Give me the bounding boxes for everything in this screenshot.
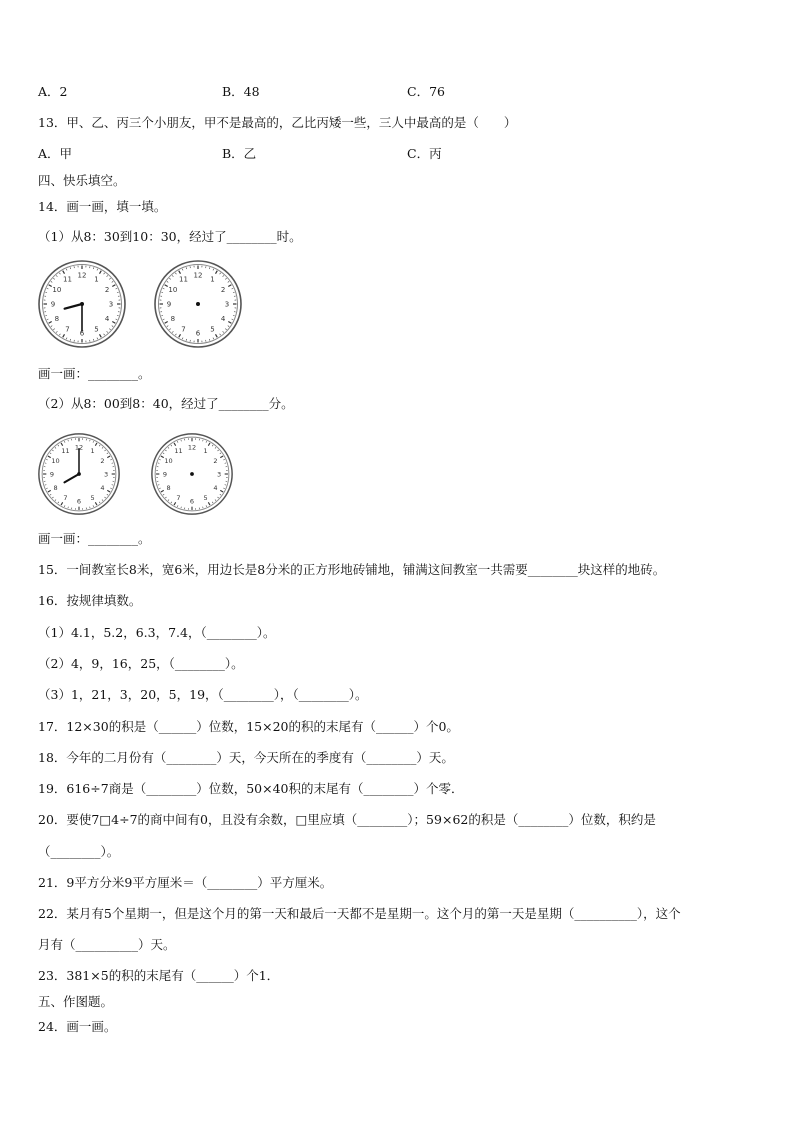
q14-stem: 14．画一画，填一填。 <box>38 199 167 214</box>
clock-number: 4 <box>220 315 226 323</box>
q22-line-2: 月有（__________）天。 <box>38 937 176 952</box>
clock-face-2 <box>153 259 243 349</box>
clock-center-dot <box>196 302 200 306</box>
clock-number: 12 <box>74 443 84 452</box>
q22-line-1: 22．某月有5个星期一，但是这个月的第一天和最后一天都不是星期一。这个月的第一天是星期（__________），这个 <box>38 906 681 921</box>
clock-number: 7 <box>181 325 186 334</box>
clock-number: 11 <box>61 446 70 455</box>
clock-number: 12 <box>193 271 203 280</box>
q12-option-b: B．48 <box>222 84 260 99</box>
clock-number: 11 <box>174 446 183 455</box>
clock-center-dot <box>80 302 84 306</box>
clock-number: 1 <box>203 446 208 455</box>
q12-option-a: A．2 <box>38 84 68 99</box>
clock-number: 5 <box>203 493 208 502</box>
clock-number: 3 <box>216 470 222 479</box>
clock-number: 3 <box>103 470 109 479</box>
clock-number: 8 <box>166 483 171 492</box>
clock-number: 5 <box>210 325 215 334</box>
q20-line-2: （________）。 <box>38 844 120 859</box>
clock-number: 10 <box>164 456 173 465</box>
clock-number: 1 <box>210 275 215 284</box>
q16-part-3: （3）1，21，3，20，5，19，（________），（________）。 <box>38 687 368 702</box>
clock-number: 4 <box>104 315 110 323</box>
q21-text: 21．9平方分米9平方厘米＝（________）平方厘米。 <box>38 875 333 890</box>
q16-stem: 16．按规律填数。 <box>38 593 142 608</box>
clock-number: 7 <box>63 493 68 502</box>
clock-number: 2 <box>220 286 226 294</box>
clock-center-dot <box>77 472 81 476</box>
q14-part-2: （2）从8：00到8：40，经过了________分。 <box>38 396 294 411</box>
clock-number: 12 <box>77 271 87 280</box>
clock-number: 2 <box>100 456 105 465</box>
clock-number: 6 <box>189 497 195 506</box>
clock-number: 8 <box>53 483 58 492</box>
clock-number: 7 <box>65 325 70 334</box>
clock-number: 6 <box>79 329 85 338</box>
clock-number: 6 <box>76 497 82 506</box>
q13-option-c: C．丙 <box>407 146 442 161</box>
q23-text: 23．381×5的积的末尾有（______）个1． <box>38 968 280 983</box>
clock-number: 1 <box>90 446 95 455</box>
clock-number: 7 <box>176 493 181 502</box>
q13-option-b: B．乙 <box>222 146 257 161</box>
clock-face-3 <box>37 432 121 516</box>
clock-number: 6 <box>195 329 201 338</box>
clock-number: 11 <box>179 275 188 284</box>
clock-number: 11 <box>63 275 72 284</box>
q14-part-1: （1）从8：30到10：30，经过了________时。 <box>38 229 302 244</box>
clock-center-dot <box>190 472 194 476</box>
q17-text: 17．12×30的积是（______）位数，15×20的积的末尾有（______）个0。 <box>38 719 459 734</box>
q20-line-1: 20．要使7□4÷7的商中间有0，且没有余数，□里应填（________）；59×62的积是（________）位数，积约是 <box>38 812 656 827</box>
clock-number: 3 <box>108 300 114 309</box>
clock-face-4 <box>150 432 234 516</box>
section-4-title: 四、快乐填空。 <box>38 173 126 188</box>
q14-draw-2: 画一画：________。 <box>38 531 151 546</box>
q19-text: 19．616÷7商是（________）位数，50×40积的末尾有（________）个零． <box>38 781 464 796</box>
q18-text: 18．今年的二月份有（________）天，今天所在的季度有（________）天。 <box>38 750 454 765</box>
q16-part-1: （1）4.1，5.2，6.3，7.4，（________）。 <box>38 625 276 640</box>
clock-number: 1 <box>94 275 99 284</box>
q12-option-c: C．76 <box>407 84 445 99</box>
clock-number: 10 <box>168 286 178 294</box>
clock-number: 5 <box>94 325 99 334</box>
clock-number: 4 <box>213 483 218 492</box>
q16-part-2: （2）4，9，16，25，（________）。 <box>38 656 244 671</box>
clock-number: 2 <box>104 286 110 294</box>
q14-draw-1: 画一画：________。 <box>38 366 151 381</box>
clock-number: 8 <box>170 315 176 323</box>
clock-face-1 <box>37 259 127 349</box>
clock-number: 9 <box>162 470 168 479</box>
clock-number: 4 <box>100 483 105 492</box>
clock-number: 9 <box>50 300 56 309</box>
clock-number: 3 <box>224 300 230 309</box>
clock-number: 9 <box>49 470 55 479</box>
clock-number: 8 <box>54 315 60 323</box>
q13-option-a: A．甲 <box>38 146 73 161</box>
clock-number: 9 <box>166 300 172 309</box>
clock-number: 12 <box>187 443 197 452</box>
clock-number: 10 <box>52 286 62 294</box>
clock-2-svg <box>153 259 243 349</box>
clock-4-svg <box>150 432 234 516</box>
q24-text: 24．画一画。 <box>38 1019 117 1034</box>
q13-stem: 13．甲、乙、丙三个小朋友，甲不是最高的，乙比丙矮一些，三人中最高的是（ ） <box>38 115 517 130</box>
section-5-title: 五、作图题。 <box>38 994 114 1009</box>
clock-1-svg <box>37 259 127 349</box>
clock-number: 10 <box>51 456 60 465</box>
clock-number: 5 <box>90 493 95 502</box>
clock-number: 2 <box>213 456 218 465</box>
q15-text: 15．一间教室长8米，宽6米，用边长是8分米的正方形地砖铺地，铺满这间教室一共需要________块这样的地砖。 <box>38 562 666 577</box>
clock-3-svg <box>37 432 121 516</box>
